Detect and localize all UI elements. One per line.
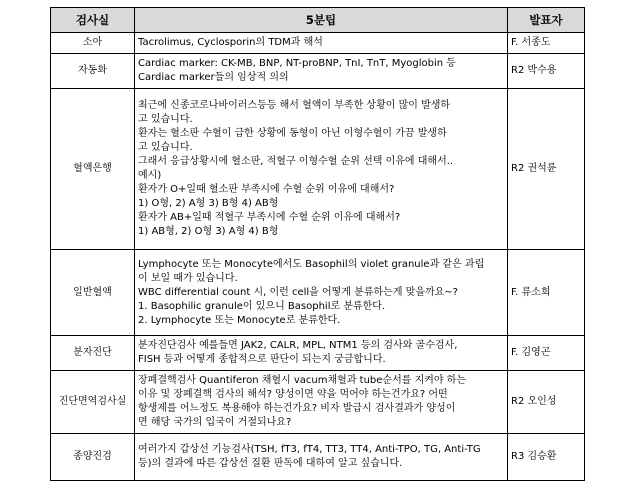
tip-line: 예시) xyxy=(138,170,162,181)
tip-cell xyxy=(135,89,508,250)
presenter-cell: R2 박수용 xyxy=(508,54,585,89)
table-body xyxy=(51,33,585,481)
presenter-cell: R2 권석륜 xyxy=(508,89,585,250)
tip-line: 최근에 신종코로나바이러스등등 해서 혈액이 부족한 상황이 많이 발생하 xyxy=(138,100,451,111)
table-row xyxy=(51,250,585,336)
presenter-cell: F. 김영곤 xyxy=(508,336,585,371)
tip-line: 2. Lymphocyte 또는 Monocyte로 분류한다. xyxy=(138,314,341,326)
tip-line: Tacrolimus, Cyclosporin의 TDM과 해석 xyxy=(138,37,323,48)
header-presenter: 발표자 xyxy=(508,8,585,33)
header-tip: 5분팁 xyxy=(135,8,508,33)
department-cell: 자동화 xyxy=(51,54,135,89)
tip-line: 이유 및 장폐결핵 검사의 해석? 양성이면 약을 먹어야 하는건가요? 어떤 xyxy=(138,389,448,400)
tip-line: 면 해당 국가의 입국이 거절되나요? xyxy=(138,417,292,428)
table-row xyxy=(51,89,585,250)
department-cell: 혈액은행 xyxy=(51,89,135,250)
table-row xyxy=(51,33,585,54)
header-department: 검사실 xyxy=(51,8,135,33)
table-row xyxy=(51,434,585,481)
tip-line: Cardiac marker들의 임상적 의의 xyxy=(138,72,289,83)
table-row xyxy=(51,54,585,89)
tip-cell xyxy=(135,336,508,371)
tip-line: 항생제를 어느정도 복용해야 하는건가요? 비자 발급시 검사결과가 양성이 xyxy=(138,403,456,414)
tip-cell xyxy=(135,54,508,89)
schedule-table xyxy=(50,7,585,481)
presenter-cell: F. 류소희 xyxy=(508,250,585,336)
tip-line: 1) AB형, 2) O형 3) A형 4) B형 xyxy=(138,226,279,237)
tip-cell xyxy=(135,371,508,434)
tip-line: 이 보일 때가 있습니다. xyxy=(138,272,238,284)
tip-line: 장폐결핵검사 Quantiferon 채혈시 vacum채혈과 tube순서를 지켜야 하는 xyxy=(138,375,467,386)
table-row xyxy=(51,371,585,434)
department-cell: 분자진단 xyxy=(51,336,135,371)
tip-line: 환자는 혈소판 수혈이 급한 상황에 동형이 아닌 이형수혈이 가끔 발생하 xyxy=(138,128,447,139)
department-cell: 종양진검 xyxy=(51,434,135,481)
tip-line: Cardiac marker: CK-MB, BNP, NT-proBNP, TnI, TnT, Myoglobin 등 xyxy=(138,58,456,69)
tip-line: 환자가 O+일때 혈소판 부족시에 수혈 순위 이유에 대해서? xyxy=(138,184,395,195)
tip-line: WBC differential count 시, 이런 cell을 어떻게 분류하는게 맞을까요~? xyxy=(138,286,458,298)
tip-cell xyxy=(135,250,508,336)
department-cell: 일반혈액 xyxy=(51,250,135,336)
tip-line: 여러가지 갑상선 기능검사(TSH, fT3, fT4, TT3, TT4, Anti-TPO, TG, Anti-TG xyxy=(138,444,481,455)
tip-line: 1) O형, 2) A형 3) B형 4) AB형 xyxy=(138,198,279,209)
tip-line: 1. Basophilic granule이 있으니 Basophil로 분류한다. xyxy=(138,300,386,312)
header-row xyxy=(51,8,585,33)
presenter-cell: R2 오인성 xyxy=(508,371,585,434)
tip-cell xyxy=(135,434,508,481)
presenter-cell: F. 서종도 xyxy=(508,33,585,54)
tip-line: Lymphocyte 또는 Monocyte에서도 Basophil의 violet granule과 같은 과립 xyxy=(138,258,485,270)
tip-cell xyxy=(135,33,508,54)
tip-line: 환자가 AB+일때 적혈구 부족시에 수혈 순위 이유에 대해서? xyxy=(138,212,401,223)
tip-line: FISH 등과 어떻게 종합적으로 판단이 되는지 궁금합니다. xyxy=(138,354,386,365)
department-cell: 진단면역검사실 xyxy=(51,371,135,434)
tip-line: 등)의 결과에 따른 갑상선 질환 판독에 대하여 알고 싶습니다. xyxy=(138,458,403,469)
presenter-cell: R3 김승환 xyxy=(508,434,585,481)
department-cell: 소아 xyxy=(51,33,135,54)
table-row xyxy=(51,336,585,371)
tip-line: 고 있습니다. xyxy=(138,114,193,125)
tip-line: 분자진단검사 예를들면 JAK2, CALR, MPL, NTM1 등의 검사와 골수검사, xyxy=(138,340,458,351)
tip-line: 고 있습니다. xyxy=(138,142,193,153)
tip-line: 그래서 응급상황시에 혈소판, 적혈구 이형수혈 순위 선택 이유에 대해서.. xyxy=(138,156,454,167)
